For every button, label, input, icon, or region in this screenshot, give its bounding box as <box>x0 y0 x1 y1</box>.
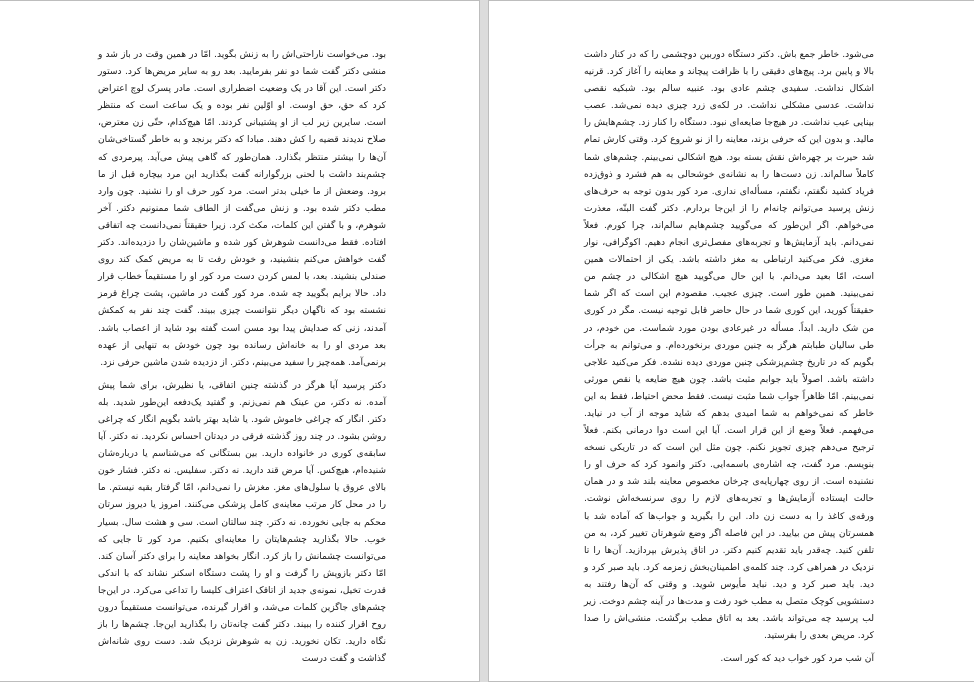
left-paragraph-2: دکتر پرسید آیا هرگز در گذشته چنین اتفاقی، یا نظیرش، برای شما پیش آمده. نه دکتر، من عینک هم نمی‌زنم. و گفتید یک‌دفعه این‌طور شدید. بله دکتر. انگار که چراغی خاموش شود. یا شاید بهتر باشد بگویم انگار که چراغی روشن بشود. در چند روز گذشته فرقی در دیدتان احساس نکردید. نه دکتر. آیا سابقه‌ی کوری در خانواده دارید. بین بستگانی که می‌شناسم یا درباره‌شان شنیده‌ام، هیچ‌کس. آیا مرض قند دارید. نه دکتر. سفلیس. نه دکتر. فشار خون بالای عروق یا سلول‌های مغز. مغزش را نمی‌دانم، امّا گرفتار بقیه نیستم. ما را در محل کار مرتب معاینه‌ی کامل پزشکی می‌کنند. امروز یا دیروز سرتان محکم به جایی نخورده. نه دکتر. چند سالتان است. سی و هشت سال. بسیار خوب. حالا بگذارید چشم‌هایتان را معاینه‌ای بکنیم. مرد کور تا جایی که می‌توانست چشمانش را باز کرد. انگار بخواهد معاینه را برای دکتر آسان کند. امّا دکتر بازویش را گرفت و او را پشت دستگاه اسکنر نشاند که با اندکی قدرت تخیل، نمونه‌ی جدید از اتاقک اعتراف کلیسا را تداعی می‌کرد. در این‌جا چشم‌های جاگزین کلمات می‌شد، و اقرار گیرنده، می‌توانست مستقیماً درون روح اقرار کننده را ببیند. دکتر گفت چانه‌تان را بگذارید این‌جا. چشم‌ها را باز نگاه دارید. تکان نخورید. زن به شوهرش نزدیک شد. دست روی شانه‌اش گذاشت و گفت درست <box>98 380 386 665</box>
left-paragraph-1: بود. می‌خواست ناراحتی‌اش را به زنش بگوید. امّا در همین وقت در باز شد و منشی دکتر گفت شما دو نفر بفرمایید. بعد رو به سایر مریض‌ها کرد. دستور دکتر است. این آقا در یک وضعیت اضطراری است. مادر پسرک لوچ اعتراض کرد که حق، حق اوست. او اوّلین نفر بوده و یک ساعت است که منتظر است. سایرین زیر لب از او پشتیبانی کردند. امّا هیچ‌کدام، حتّی زن معترض، صلاح ندیدند قضیه را کش دهند. مبادا که دکتر برنجد و به خاطر گستاخی‌شان آن‌ها را بیشتر منتظر بگذارد. همان‌طور که گاهی پیش می‌آید. پیرمردی که چشم‌بند داشت با لحنی بزرگوارانه گفت بگذارید این مرد بیچاره قبل از ما برود. وضعش از ما خیلی بدتر است. مرد کور حرف او را نشنید. چون وارد مطب دکتر شده بود. و زنش می‌گفت از الطاف شما ممنونیم دکتر. آخر شوهرم، و با گفتن این کلمات، مکث کرد. زیرا حقیقتاً نمی‌دانست چه اتفاقی افتاده. فقط می‌دانست شوهرش کور شده و ماشین‌شان را دزدیده‌اند. دکتر گفت خواهش می‌کنم بنشینید، و خودش رفت تا به مریض کمک کند روی صندلی بنشیند. بعد، با لمس کردن دست مرد کور او را مستقیماً خطاب قرار داد. حالا برایم بگویید چه شده. مرد کور گفت در ماشین، پشت چراغ قرمز نشسته بود که ناگهان دیگر نتوانست چیزی ببیند. گفت چند نفر به کمکش آمدند، زنی که صدایش پیدا بود مسن است گفته بود شاید از اعصاب باشد. بعد مردی او را به خانه‌اش رسانده بود چون خودش به تنهایی از عهده برنمی‌آمد. همه‌چیز را سفید می‌بینم، دکتر. از دزدیده شدن ماشین حرفی نزد. <box>98 50 386 368</box>
right-paragraph-1: می‌شود. خاطر جمع باش. دکتر دستگاه دوربین دوچشمی را که در کنار داشت بالا و پایین برد. پیچ‌های دقیقی را با ظرافت پیچاند و معاینه را آغاز کرد. قرنیه اشکال نداشت. سفیدی چشم عادی بود. عنبیه سالم بود. شبکیه نقصی نداشت. عدسی مشکلی نداشت. در لکه‌ی زرد چیزی دیده نمی‌شد. عصب بینایی عیب نداشت. در هیچ‌جا ضایعه‌ای نبود. دستگاه را کنار زد. چشم‌هایش را مالید. و بدون این که حرفی بزند، معاینه را از نو شروع کرد. وقتی کارش تمام شد حیرت بر چهره‌اش نقش بسته بود. هیچ اشکالی نمی‌بینم. چشم‌های شما کاملاً سالم‌اند. زن دست‌ها را به نشانه‌ی خوشحالی به هم فشرد و ذوق‌زده فریاد کشید نگفتم، نگفتم، مسأله‌ای نداری. مرد کور بدون توجه به حرف‌های زنش پرسید می‌توانم چانه‌ام را از این‌جا بردارم. دکتر گفت البتّه، معذرت می‌خواهم. اگر این‌طور که می‌گویید چشم‌هایم سالم‌اند، چرا کورم. فعلاً نمی‌دانم. باید آزمایش‌ها و تجربه‌های مفصل‌تری انجام دهیم. اکوگرافی، نوار مغزی. فکر می‌کنید ارتباطی به مغز داشته باشد. یکی از احتمالات همین است، امّا بعید می‌دانم. با این حال می‌گویید هیچ اشکالی در چشم من نمی‌بینید. همین طور است. چیزی عجیب. مقصودم این است که اگر شما حقیقتاً کورید، این کوری شما در حال حاضر قابل توجیه نیست. مگر در کوری من شک دارید. ابداً. مسأله در غیرعادی بودن مورد شماست. من خودم، در طی سالیان طبابتم هرگز به چنین موردی برنخورده‌ام. و می‌توانم به جرأت بگویم که در تاریخ چشم‌پزشکی چنین موردی دیده نشده. فکر می‌کنید علاجی داشته باشد. اصولاً باید جوابم مثبت باشد. چون هیچ ضایعه یا نقص مورثی نمی‌بینم. امّا ظاهراً جواب شما مثبت نیست. فقط محض احتیاط، فقط به این خاطر که نمی‌خواهم به شما امیدی بدهم که شاید موجه از آب در نیاید. می‌فهمم. فعلاً وضع از این قرار است. آیا این است دوا درمانی بکنم. فعلاً ترجیح می‌دهم چیزی تجویز نکنم. چون مثل این است که در تاریکی نسخه بنویسم. مرد گفت، چه اشاره‌ی باسمه‌ایی. دکتر وانمود کرد که حرف او را نشنیده است. از روی چهارپایه‌ی چرخان مخصوص معاینه بلند شد و در همان حالت ایستاده آزمایش‌ها و تجربه‌های لازم را روی سرنسخه‌اش نوشت. ورقه‌ی کاغذ را به دست زن داد. این را بگیرید و جواب‌ها که آماده شد با همسرتان پیش من بیایید. در این فاصله اگر وضع شوهرتان تغییر کرد، به من تلفن کنید. چه‌قدر باید تقدیم کنیم دکتر. در اتاق پذیرش بپردازید. آن‌ها را تا نزدیک در همراهی کرد. چند کلمه‌ی اطمینان‌بخش زمزمه کرد. باید صبر کرد و دید. باید صبر کرد و دید. نباید مأیوس شوید. و وقتی که آن‌ها رفتند به دستشویی کوچک متصل به مطب خود رفت و مدت‌ها در آینه چشم دوخت. زیر لب پرسید چه می‌تواند باشد. بعد به اتاق مطب برگشت. منشی‌اش را صدا کرد. مریض بعدی را بفرستید. <box>584 50 874 642</box>
right-page-text <box>584 47 874 665</box>
right-paragraph-2: آن شب مرد کور خواب دید که کور است. <box>720 654 874 665</box>
left-page-text <box>98 47 386 667</box>
